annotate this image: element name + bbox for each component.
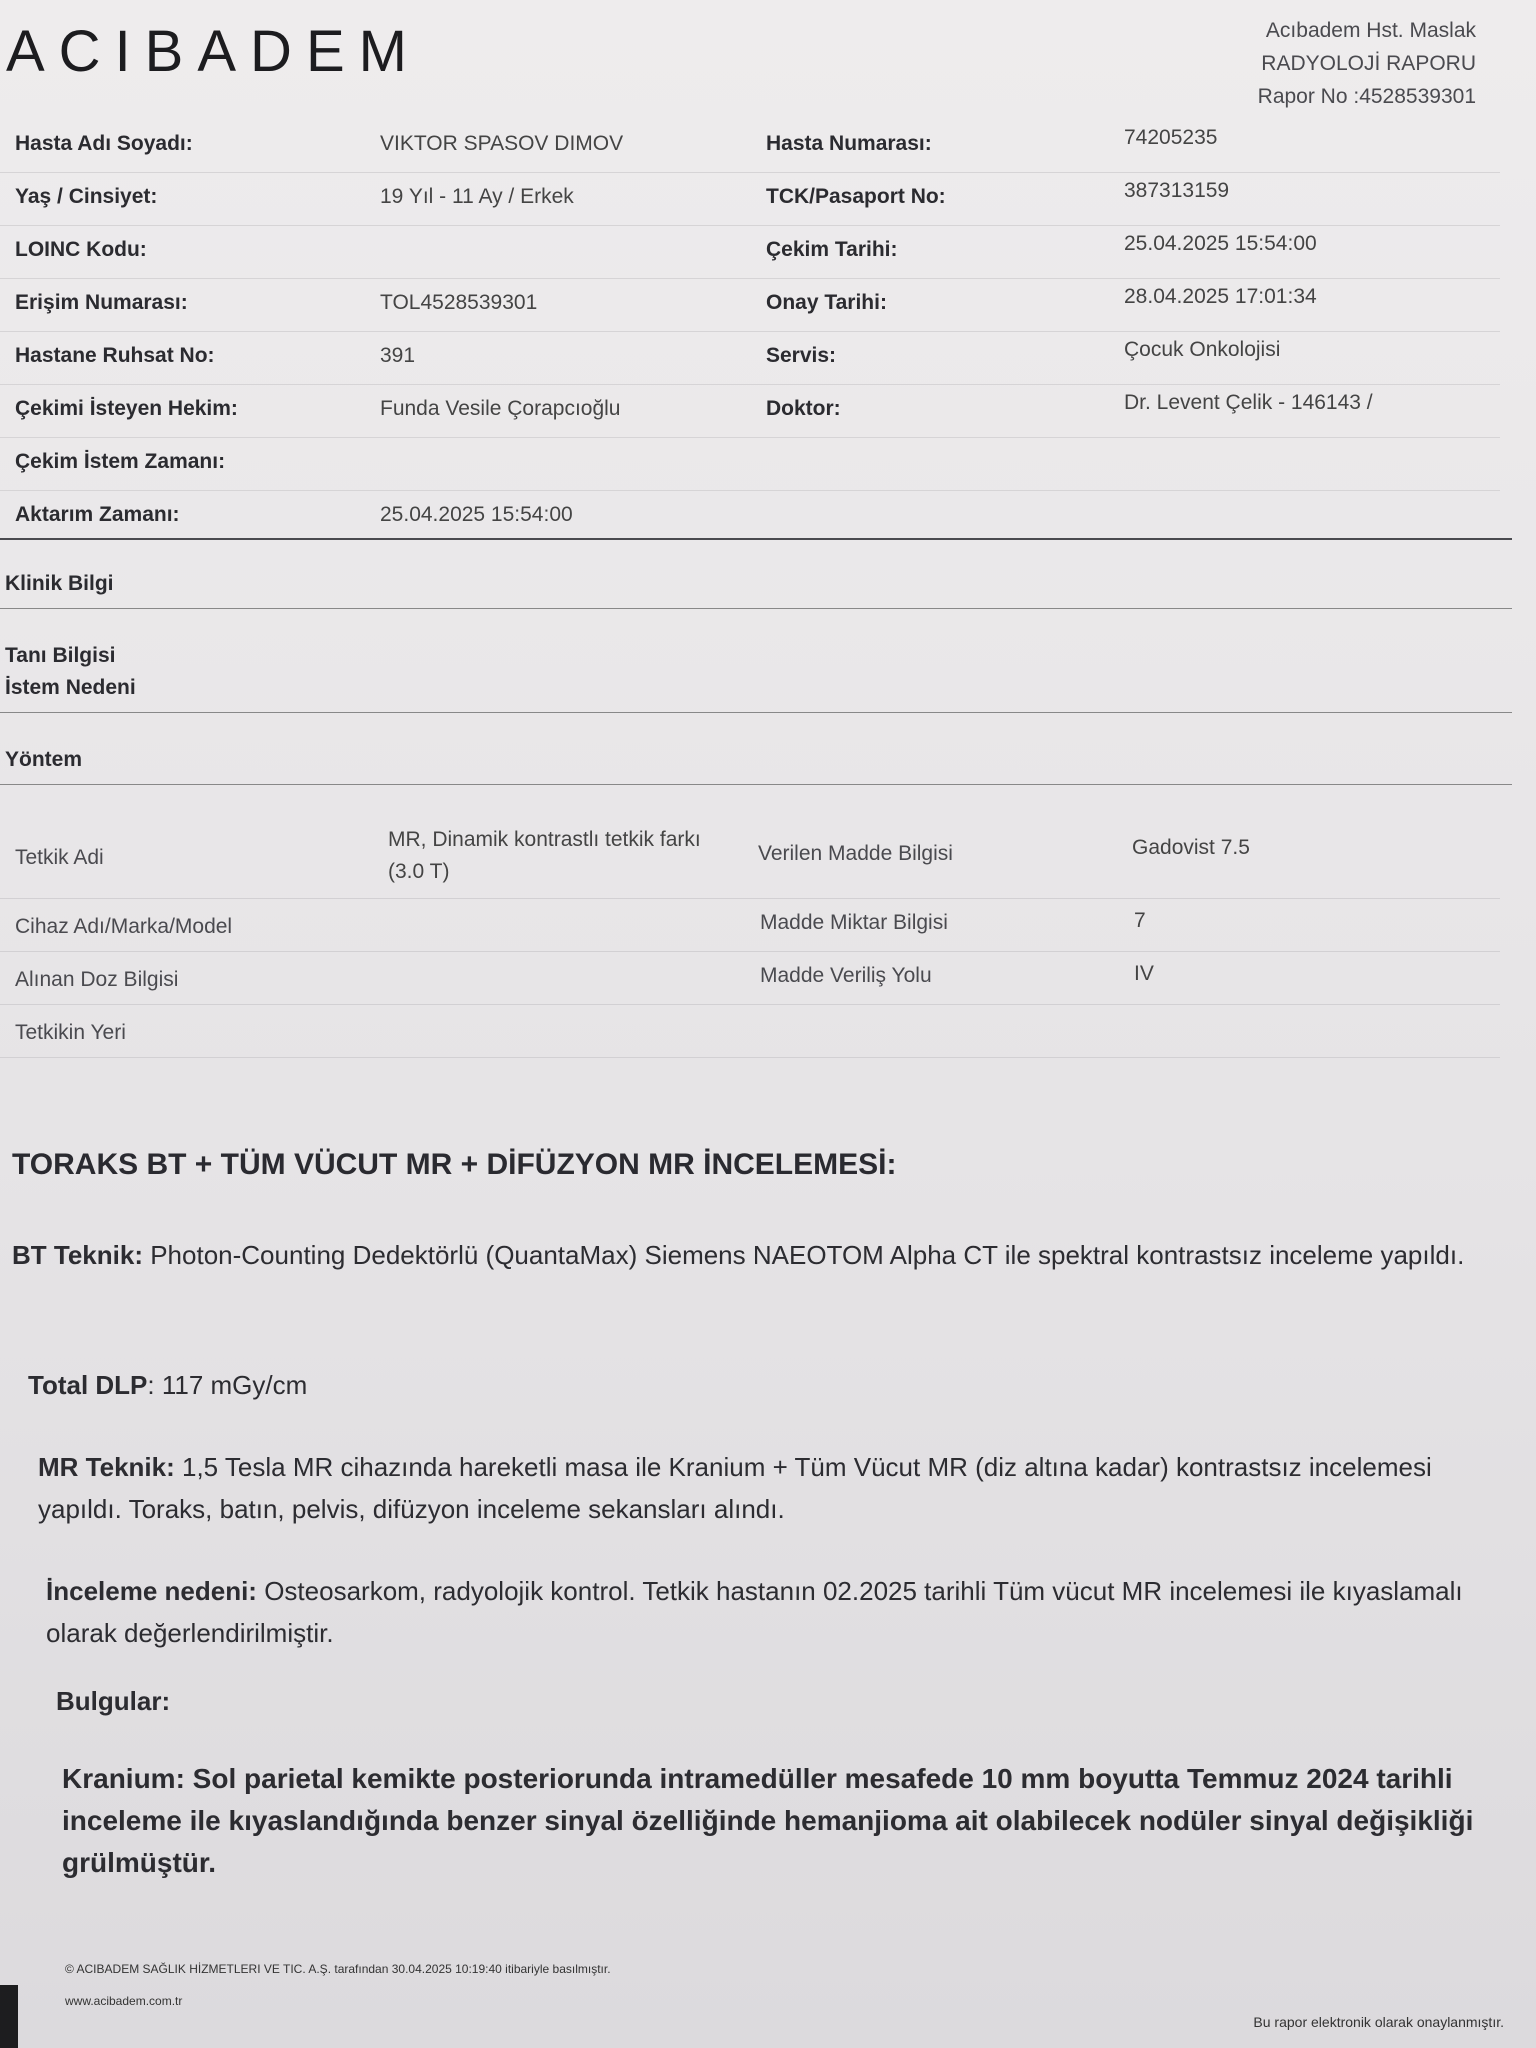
report-footer <box>0 1950 1536 2048</box>
exam-name: MR, Dinamik kontrastlı tetkik farkı (3.0 T) <box>388 828 701 883</box>
patient-age-sex: 19 Yıl - 11 Ay / Erkek <box>380 185 574 208</box>
approval-date: 28.04.2025 17:01:34 <box>1124 285 1317 308</box>
exam-reason <box>46 1570 1496 1654</box>
report-type: RADYOLOJİ RAPORU <box>1261 52 1476 75</box>
divider <box>0 784 1512 785</box>
field-label: Çekimi İsteyen Hekim: <box>15 397 238 420</box>
route-label: Madde Veriliş Yolu <box>760 964 932 987</box>
exam-name-label: Tetkik Adi <box>15 846 104 869</box>
clinical-info-heading: Klinik Bilgi <box>5 572 114 595</box>
bt-text: Photon-Counting Dedektörlü (QuantaMax) Siemens NAEOTOM Alpha CT ile spektral kontrastsız inceleme yapıldı. <box>150 1240 1465 1270</box>
divider <box>0 712 1512 713</box>
info-row <box>0 120 1500 173</box>
total-dlp <box>28 1364 1508 1406</box>
field-label: Çekim İstem Zamanı: <box>15 450 226 473</box>
method-heading: Yöntem <box>5 748 83 771</box>
method-row <box>0 1005 1500 1058</box>
device-label: Cihaz Adı/Marka/Model <box>15 915 233 938</box>
hospital-name: Acıbadem Hst. Maslak <box>1265 19 1476 42</box>
access-number: TOL4528539301 <box>380 291 538 314</box>
cranium-label: Kranium <box>62 1763 176 1794</box>
report-title: TORAKS BT + TÜM VÜCUT MR + DİFÜZYON MR İNCELEMESİ: <box>12 1148 897 1181</box>
service: Çocuk Onkolojisi <box>1124 338 1281 361</box>
shot-date: 25.04.2025 15:54:00 <box>1124 232 1317 255</box>
mr-technique <box>38 1446 1498 1530</box>
method-row <box>0 812 1500 899</box>
report-header-info <box>1258 14 1476 113</box>
doctor: Dr. Levent Çelik - 146143 / <box>1124 391 1373 414</box>
patient-name: VIKTOR SPASOV DIMOV <box>380 132 624 155</box>
info-row <box>0 332 1500 385</box>
route: IV <box>1134 962 1154 985</box>
dlp-text: : 117 mGy/cm <box>147 1370 308 1400</box>
e-approval-note: Bu rapor elektronik olarak onaylanmıştır. <box>1253 2014 1504 2030</box>
requesting-physician: Funda Vesile Çorapcıoğlu <box>380 397 621 420</box>
location-label: Tetkikin Yeri <box>15 1021 126 1044</box>
info-row <box>0 491 1500 543</box>
patient-info-table <box>0 120 1500 543</box>
reason-label: İnceleme nedeni: <box>46 1576 257 1606</box>
field-label: Onay Tarihi: <box>766 291 887 314</box>
info-row <box>0 385 1500 438</box>
field-label: Çekim Tarihi: <box>766 238 898 261</box>
cranium-finding <box>62 1758 1482 1884</box>
field-label: TCK/Pasaport No: <box>766 185 946 208</box>
hospital-license: 391 <box>380 344 416 367</box>
method-row <box>0 952 1500 1005</box>
field-label: Hasta Numarası: <box>766 132 932 155</box>
website: www.acibadem.com.tr <box>65 1994 183 2008</box>
field-label: Hasta Adı Soyadı: <box>15 132 193 155</box>
report-number: Rapor No :4528539301 <box>1257 85 1476 108</box>
patient-number: 74205235 <box>1124 126 1218 149</box>
mr-label: MR Teknik: <box>38 1452 175 1482</box>
cranium-text: : Sol parietal kemikte posteriorunda intramedüller mesafede 10 mm boyutta Temmuz 2024 tarihli inceleme ile kıyaslandığında benzer sinyal özelliğinde hemanjioma ait olabilecek nodüler sinyal değişikliği grülmüştür. <box>62 1763 1474 1878</box>
print-notice: © ACIBADEM SAĞLIK HİZMETLERI VE TIC. A.Ş. tarafından 30.04.2025 10:19:40 itibariyle basılmıştır. <box>65 1962 611 1976</box>
field-label: LOINC Kodu: <box>15 238 147 261</box>
field-label: Servis: <box>766 344 837 367</box>
divider <box>0 538 1512 540</box>
bt-label: BT Teknik: <box>12 1240 143 1270</box>
dlp-label: Total DLP <box>28 1370 148 1400</box>
amount: 7 <box>1134 909 1146 932</box>
method-table <box>0 812 1500 1058</box>
info-row <box>0 438 1500 491</box>
request-reason-heading: İstem Nedeni <box>5 676 136 699</box>
field-label: Yaş / Cinsiyet: <box>15 185 158 208</box>
bt-technique <box>12 1234 1492 1276</box>
patient-id: 387313159 <box>1124 179 1230 202</box>
photo-edge-shadow <box>0 1985 18 2048</box>
substance-label: Verilen Madde Bilgisi <box>758 842 953 865</box>
field-label: Hastane Ruhsat No: <box>15 344 215 367</box>
method-row <box>0 899 1500 952</box>
substance: Gadovist 7.5 <box>1132 836 1250 859</box>
field-label: Doktor: <box>766 397 841 420</box>
divider <box>0 608 1512 609</box>
field-label: Aktarım Zamanı: <box>15 503 180 526</box>
hospital-logo: ACIBADEM <box>6 19 421 84</box>
mr-text: 1,5 Tesla MR cihazında hareketli masa ile Kranium + Tüm Vücut MR (diz altına kadar) kontrastsız incelemesi yapıldı. Toraks, batın, pelvis, difüzyon inceleme sekansları alındı. <box>38 1452 1432 1524</box>
reason-text: Osteosarkom, radyolojik kontrol. Tetkik hastanın 02.2025 tarihli Tüm vücut MR incelemesi ile kıyaslamalı olarak değerlendirilmiştir. <box>46 1576 1463 1648</box>
info-row <box>0 173 1500 226</box>
diagnosis-heading: Tanı Bilgisi <box>5 644 116 667</box>
info-row <box>0 279 1500 332</box>
info-row <box>0 226 1500 279</box>
amount-label: Madde Miktar Bilgisi <box>760 911 948 934</box>
dose-label: Alınan Doz Bilgisi <box>15 968 179 991</box>
transfer-time: 25.04.2025 15:54:00 <box>380 503 573 526</box>
findings-heading: Bulgular: <box>56 1686 171 1716</box>
field-label: Erişim Numarası: <box>15 291 188 314</box>
